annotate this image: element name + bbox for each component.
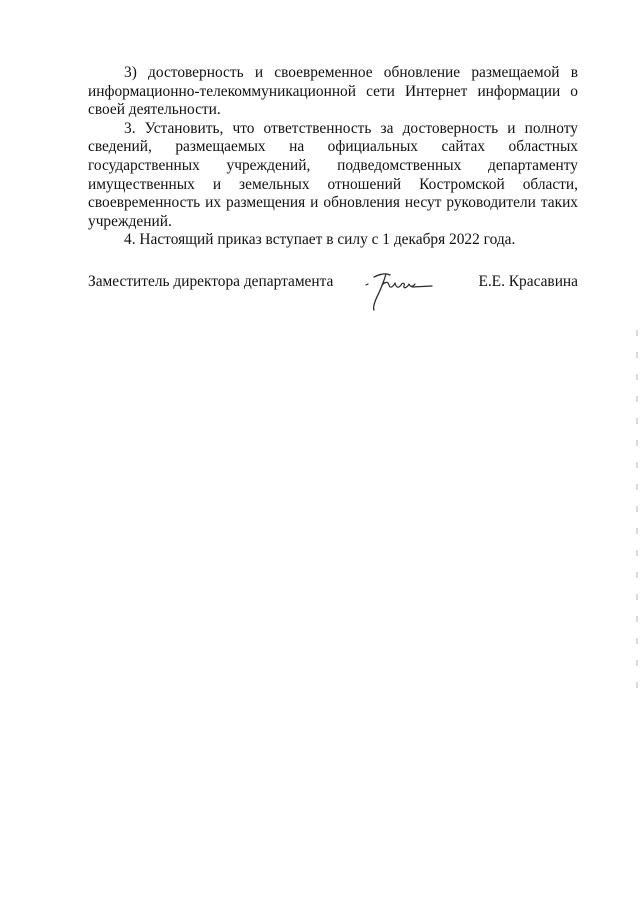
signatory-name: Е.Е. Красавина bbox=[478, 273, 578, 290]
paragraph-item-3-subpoint: 3) достоверность и своевременное обновление размещаемой в информационно-телекоммуникационной сети Интернет информации о своей деятельности. bbox=[88, 64, 578, 119]
signatory-position: Заместитель директора департамента bbox=[88, 273, 334, 290]
handwritten-signature bbox=[360, 265, 440, 313]
scan-edge-artifact bbox=[636, 330, 638, 690]
document-body bbox=[88, 64, 578, 250]
signature-block bbox=[88, 271, 578, 323]
paragraph-clause-3: 3. Установить, что ответственность за достоверность и полноту сведений, размещаемых на официальных сайтах областных государственных учреждений, подведомственных департаменту имущественных и земельных отношений Костромской области, своевременность их размещения и обновления несут руководители таких учреждений. bbox=[88, 119, 578, 230]
paragraph-clause-4: 4. Настоящий приказ вступает в силу с 1 декабря 2022 года. bbox=[124, 231, 516, 249]
